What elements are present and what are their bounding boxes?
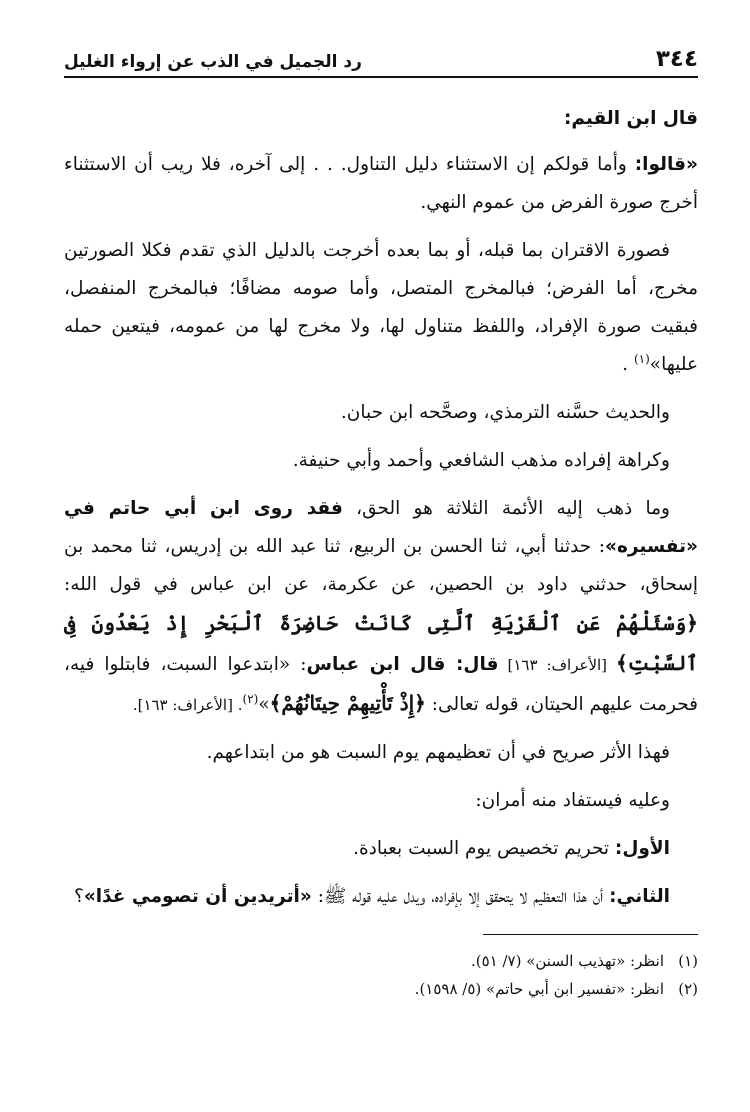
paragraph-qalu bbox=[64, 146, 698, 222]
paragraph-text: : «ابتدعوا السبت، فابتلوا فيه، فحرمت عليهم الحيتان، قوله تعالى: bbox=[64, 654, 698, 715]
page bbox=[64, 30, 698, 1003]
paragraph-text: » bbox=[258, 694, 270, 715]
bold-phrase: «أتريدين أن تصومي غدًا» bbox=[83, 886, 312, 907]
paragraph-end: ؟ bbox=[74, 886, 84, 907]
footnote-ref-2[interactable]: (٢) bbox=[242, 691, 259, 706]
paragraph-second bbox=[64, 878, 698, 916]
paragraph-hadith-grading: والحديث حسَّنه الترمذي، وصحَّحه ابن حبان. bbox=[340, 402, 670, 423]
footnote-ref-1[interactable]: (١) bbox=[633, 351, 650, 366]
book-title: رد الجميل في الذب عن إرواء الغليل bbox=[64, 52, 362, 72]
footnote-text: انظر: «تهذيب السنن» (٧/ ٥١). bbox=[470, 952, 664, 970]
quran-verse: ﴿إِذْ تَأْتِيهِمْ حِيتَانُهُمْ﴾ bbox=[269, 691, 426, 715]
page-body bbox=[64, 78, 698, 916]
paragraph-text: : حدثنا أبي، ثنا الحسن بن الربيع، ثنا عبد الله بن إدريس، ثنا محمد بن إسحاق، حدثني داود بن الحصين، عن عكرمة، عن ابن عباس في قول الله: bbox=[64, 536, 698, 595]
page-number: ٣٤٤ bbox=[655, 46, 698, 72]
paragraph-ibn-abi-hatim bbox=[64, 490, 698, 724]
paragraph-lead: الأول: bbox=[614, 838, 670, 859]
footnote-number: (٢) bbox=[678, 980, 698, 998]
paragraph-text: أن هذا التعظيم لا يتحقق إلا بإفراده، ويدل عليه قوله ﷺ: bbox=[311, 886, 610, 907]
paragraph-first bbox=[64, 830, 698, 868]
bold-phrase: قال: قال ابن عباس bbox=[306, 654, 499, 675]
paragraph-iqtiran bbox=[64, 232, 698, 384]
running-header bbox=[64, 30, 698, 78]
paragraph-lead: «قالوا: bbox=[634, 154, 698, 175]
footnote-number: (١) bbox=[678, 952, 698, 970]
quran-verse: ﴿وَسْئَلْهُمْ عَنِ ٱلْقَرْيَةِ ٱلَّتِى كَانَتْ حَاضِرَةَ ٱلْبَحْرِ إِذْ يَعْدُونَ فِى ٱلسَّبْتِ﴾ bbox=[64, 611, 698, 675]
footnote-divider bbox=[483, 934, 698, 935]
verse-reference: . [الأعراف: ١٦٣]. bbox=[132, 696, 243, 714]
paragraph-text: فصورة الاقتران بما قبله، أو بما بعده أخرجت بالدليل الذي تقدم فكلا الصورتين مخرج، أما الفرض؛ فبالمخرج المتصل، وأما صومه مضافًا؛ فبالمخرج المنفصل، فبقيت صورة الإفراد، واللفظ متناول لها، ولا مخرج لها من عمومه، فيتعين حمله عليها» bbox=[64, 240, 698, 375]
section-heading: قال ابن القيم: bbox=[564, 108, 698, 129]
footnotes bbox=[64, 947, 698, 1003]
paragraph-text: وأما قولكم إن الاستثناء دليل التناول. . . إلى آخره، فلا ريب أن الاستثناء أخرج صورة الفرض من عموم النهي. bbox=[64, 154, 698, 213]
paragraph-lead: الثاني: bbox=[609, 886, 670, 907]
paragraph-text: تحريم تخصيص يوم السبت بعبادة. bbox=[353, 838, 615, 859]
paragraph-athar: فهذا الأثر صريح في أن تعظيمهم يوم السبت هو من ابتداعهم. bbox=[206, 742, 670, 763]
paragraph-text: وما ذهب إليه الأئمة الثلاثة هو الحق، bbox=[342, 498, 670, 519]
paragraph-end: . bbox=[622, 354, 634, 375]
paragraph-two-matters: وعليه فيستفاد منه أمران: bbox=[475, 790, 670, 811]
footnote-text: انظر: «تفسير ابن أبي حاتم» (٥/ ١٥٩٨). bbox=[414, 980, 664, 998]
bold-phrase: فقد روى ابن أبي حاتم في «تفسيره» bbox=[64, 498, 698, 557]
footnote-2 bbox=[64, 975, 698, 1003]
footnote-1 bbox=[64, 947, 698, 975]
verse-reference: [الأعراف: ١٦٣] bbox=[498, 656, 616, 674]
paragraph-madhhab: وكراهة إفراده مذهب الشافعي وأحمد وأبي حنيفة. bbox=[292, 450, 670, 471]
